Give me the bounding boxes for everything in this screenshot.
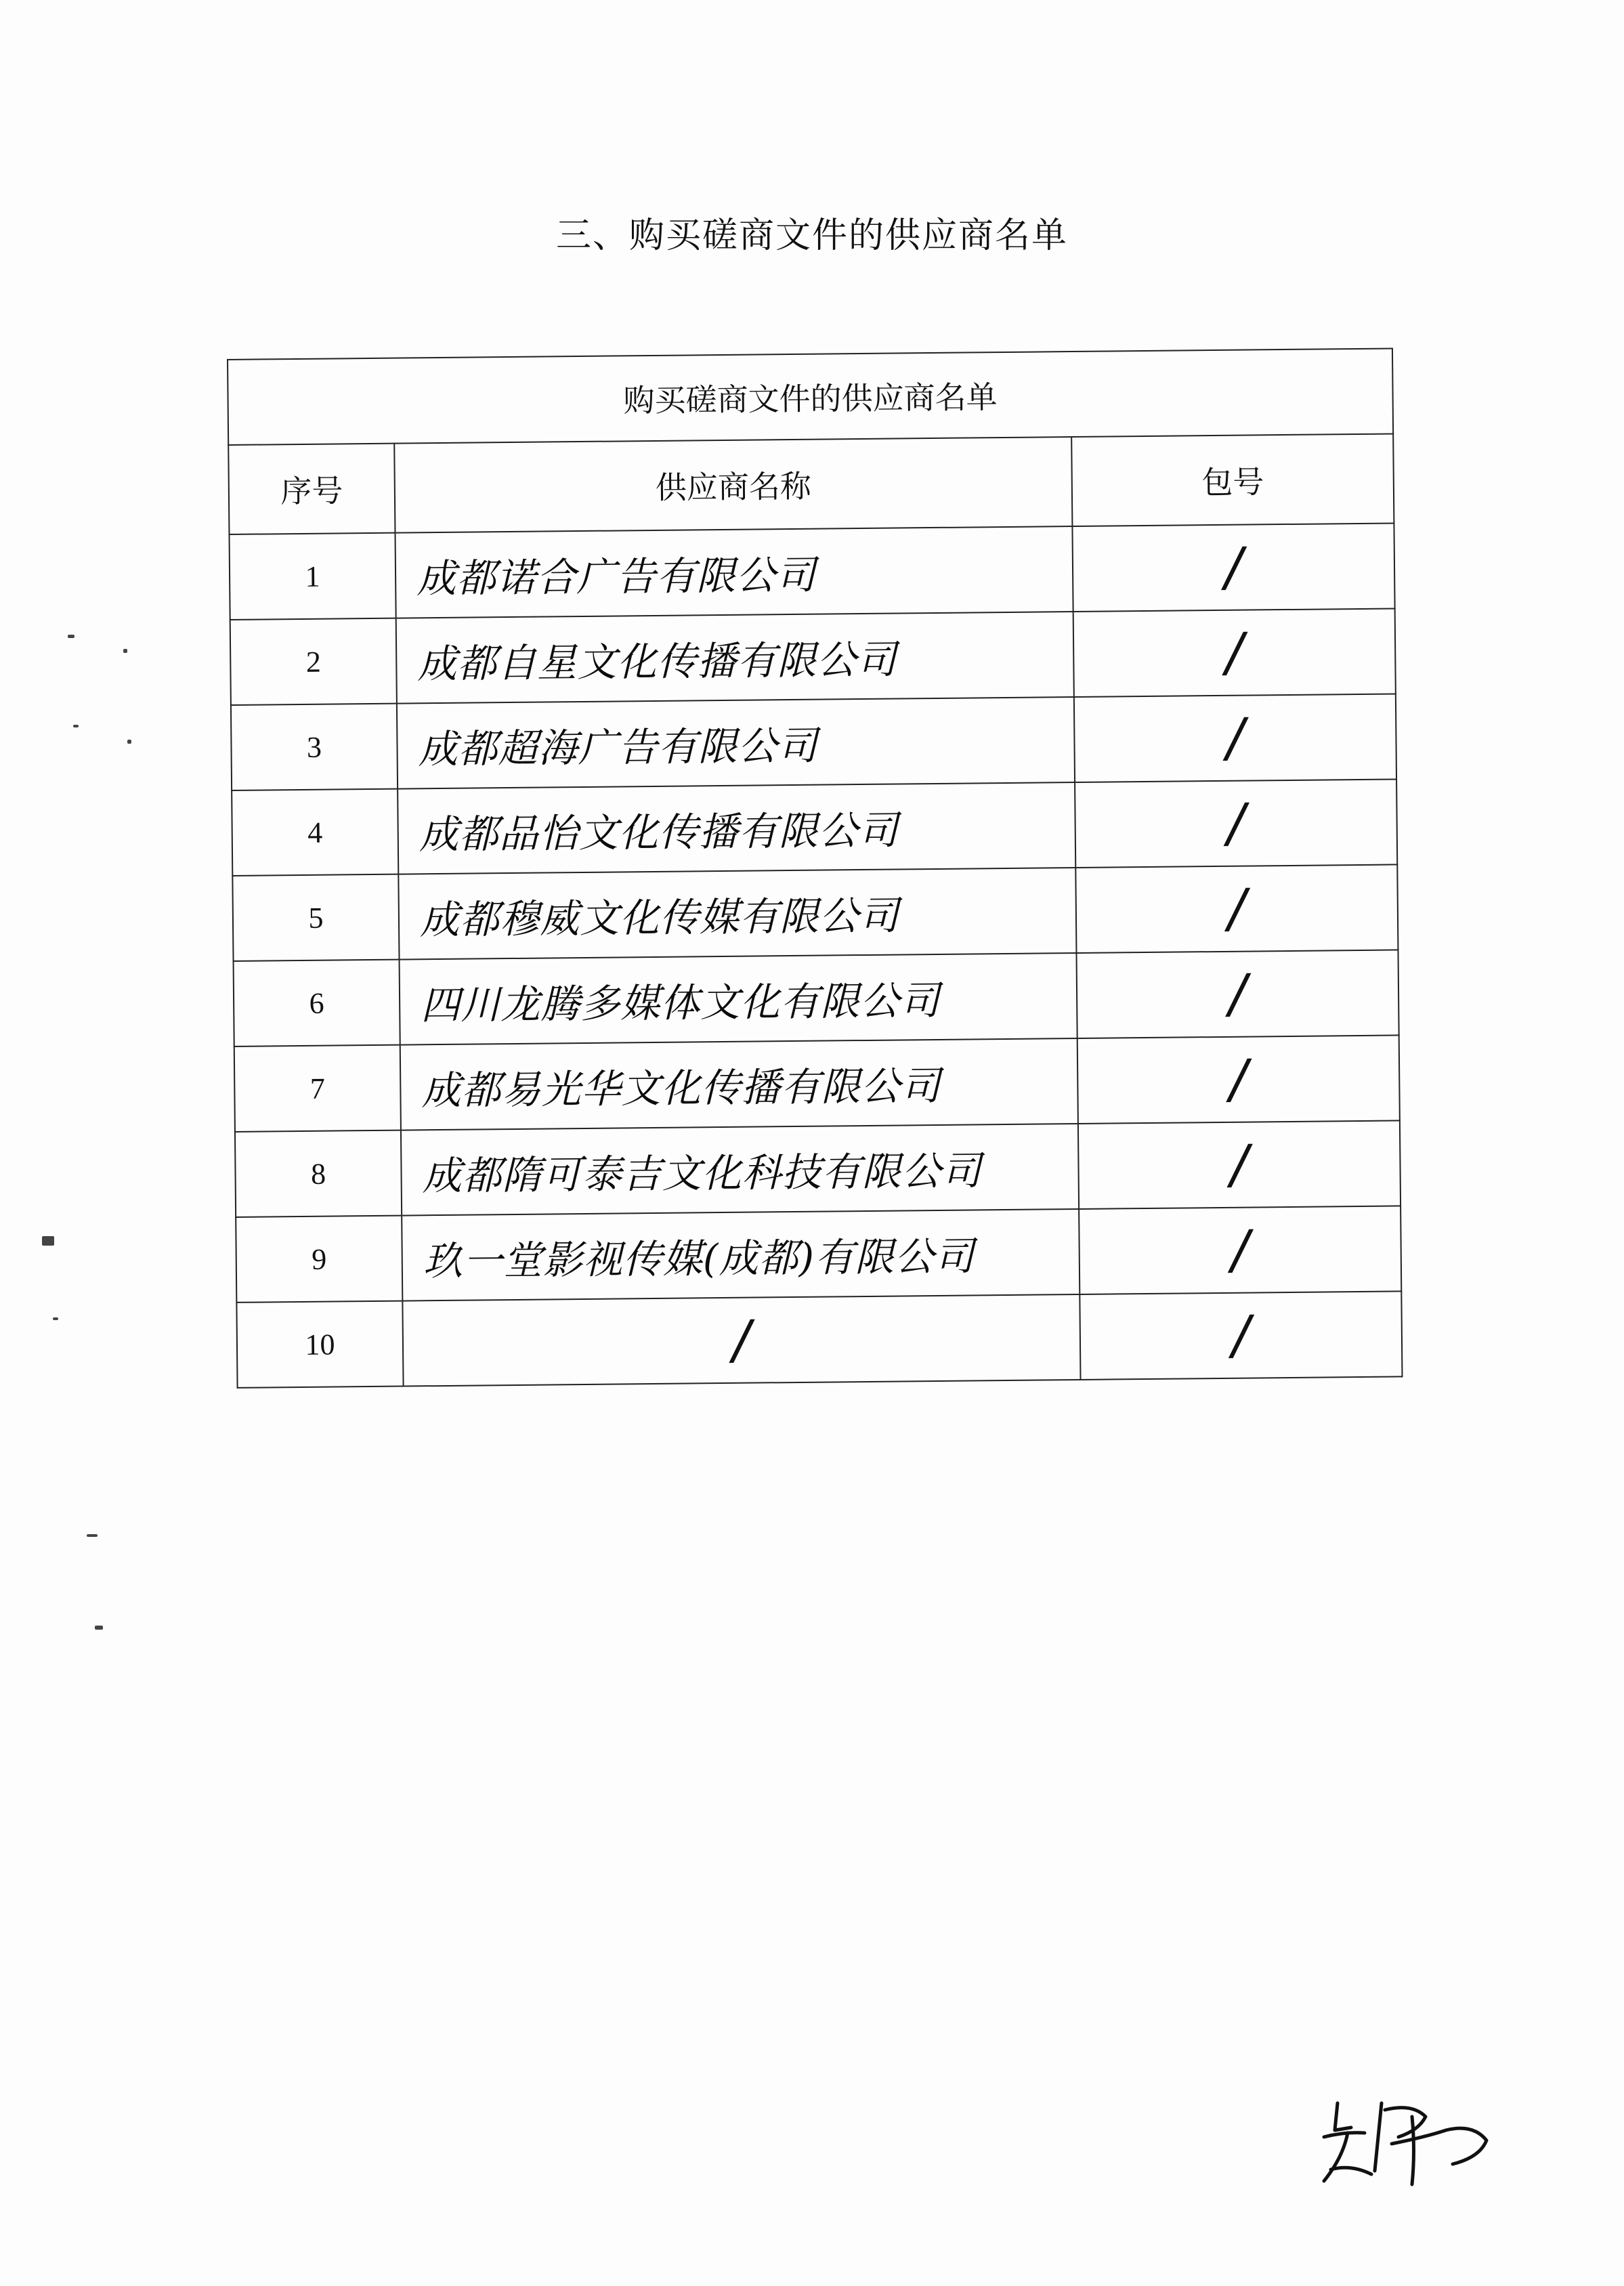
table-row: [234, 1035, 1400, 1132]
supplier-name: 成都易光华文化传播有限公司: [400, 1038, 1078, 1130]
supplier-name: /: [402, 1294, 1080, 1387]
scan-speck: [127, 740, 131, 744]
section-heading: 三、购买磋商文件的供应商名单: [555, 215, 1068, 256]
table-caption-row: [228, 348, 1393, 445]
table-row: [232, 779, 1397, 876]
supplier-name: 成都诺合广告有限公司: [395, 526, 1073, 618]
handwritten-signature: [1310, 2090, 1500, 2198]
table-row: [234, 950, 1399, 1046]
supplier-name: 成都隋可泰吉文化科技有限公司: [401, 1124, 1079, 1216]
supplier-name: 成都超海广告有限公司: [397, 697, 1075, 789]
package-value: /: [1077, 1035, 1400, 1124]
table-row: [229, 523, 1394, 620]
supplier-name: 成都品怡文化传播有限公司: [398, 782, 1075, 874]
row-number: 6: [234, 960, 400, 1046]
table-row: [232, 864, 1398, 961]
supplier-name: 成都穆威文化传媒有限公司: [398, 868, 1076, 960]
package-value: /: [1075, 864, 1398, 953]
table-caption: 购买磋商文件的供应商名单: [228, 348, 1393, 445]
supplier-name: 成都自星文化传播有限公司: [396, 612, 1074, 704]
row-number: 3: [231, 704, 398, 790]
package-value: /: [1076, 950, 1398, 1038]
supplier-table-wrapper: [227, 347, 1402, 1388]
table-row: [236, 1206, 1401, 1303]
supplier-name: 玖一堂影视传媒(成都)有限公司: [402, 1209, 1080, 1301]
row-number: 1: [229, 533, 396, 620]
package-value: /: [1073, 608, 1396, 697]
header-no: 序号: [228, 444, 395, 534]
table-header-row: [228, 433, 1394, 534]
package-value: /: [1074, 694, 1396, 782]
package-value: /: [1078, 1120, 1401, 1209]
row-number: 10: [236, 1301, 403, 1388]
table-row: [230, 608, 1396, 705]
row-number: 8: [235, 1130, 402, 1217]
scan-speck: [87, 1534, 98, 1537]
package-value: /: [1080, 1291, 1402, 1380]
row-number: 5: [232, 874, 399, 961]
row-number: 2: [230, 618, 397, 705]
row-number: 4: [232, 789, 398, 876]
table-row: [231, 694, 1396, 790]
row-number: 7: [234, 1045, 401, 1132]
table-row: [236, 1291, 1402, 1388]
table-row: [235, 1120, 1401, 1217]
supplier-table: [227, 347, 1403, 1388]
row-number: 9: [236, 1216, 402, 1303]
scan-speck: [53, 1317, 58, 1320]
scan-speck: [123, 649, 127, 653]
package-value: /: [1075, 779, 1397, 868]
package-value: /: [1079, 1206, 1401, 1294]
scan-speck: [42, 1236, 54, 1246]
scan-speck: [68, 635, 74, 638]
package-value: /: [1072, 523, 1394, 612]
header-supplier-name: 供应商名称: [394, 437, 1072, 533]
scan-speck: [73, 725, 79, 727]
supplier-name: 四川龙腾多媒体文化有限公司: [400, 953, 1077, 1045]
header-package: 包号: [1071, 433, 1394, 526]
scan-speck: [95, 1626, 103, 1630]
